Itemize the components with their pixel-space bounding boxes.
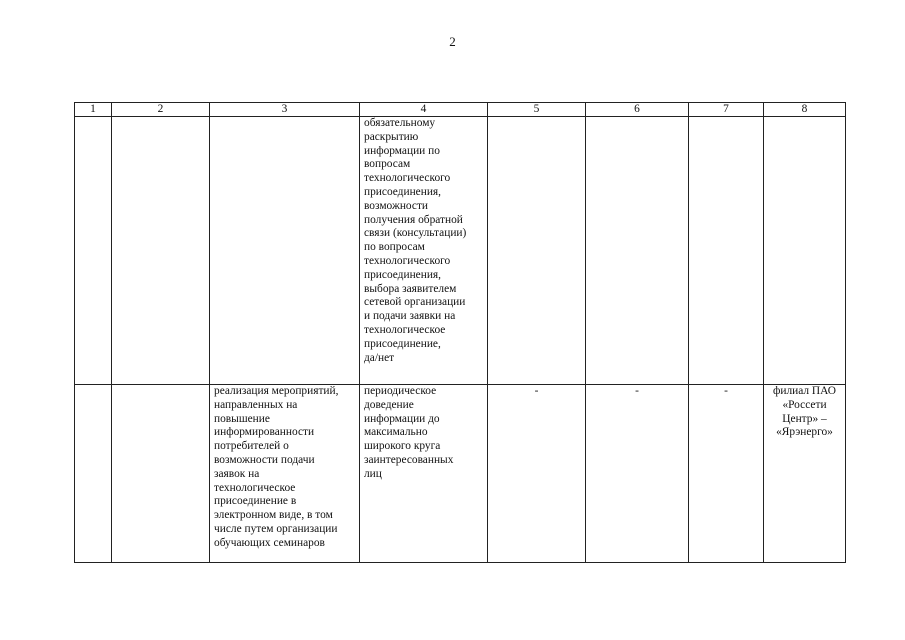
column-header-2: 2 [112,103,210,117]
dash-cell: - [586,385,689,563]
column-header-5: 5 [488,103,586,117]
responsible-party-cell: филиал ПАО «Россети Центр» – «Ярэнерго» [764,385,846,563]
table-cell [488,117,586,385]
column-header-8: 8 [764,103,846,117]
column-header-7: 7 [689,103,764,117]
column-header-3: 3 [210,103,360,117]
header-row [75,103,846,117]
table-cell [210,117,360,385]
page-number: 2 [449,34,456,49]
table-cell [75,385,112,563]
table-cell [112,117,210,385]
column-header-6: 6 [586,103,689,117]
table-row [75,117,846,385]
dash-cell: - [488,385,586,563]
indicator-text-cell: обязательному раскрытию информации по вопросам технологического присоединения, возможности получения обратной связи (консультации) по вопросам технологического присоединения, выбора заявителем сетевой организации и подачи заявки на технологическое присоединение, да/нет [360,117,488,385]
indicator-text-cell: периодическое доведение информации до максимально широкого круга заинтересованных лиц [360,385,488,563]
measures-table [74,102,846,563]
table-cell [112,385,210,563]
table-cell [764,117,846,385]
table-cell [75,117,112,385]
dash-cell: - [689,385,764,563]
column-header-1: 1 [75,103,112,117]
table-cell [689,117,764,385]
column-header-4: 4 [360,103,488,117]
table-row [75,385,846,563]
measure-description-cell: реализация мероприятий, направленных на повышение информированности потребителей о возможности подачи заявок на технологическое присоединение в электронном виде, в том числе путем организации обучающих семинаров [210,385,360,563]
table-cell [586,117,689,385]
